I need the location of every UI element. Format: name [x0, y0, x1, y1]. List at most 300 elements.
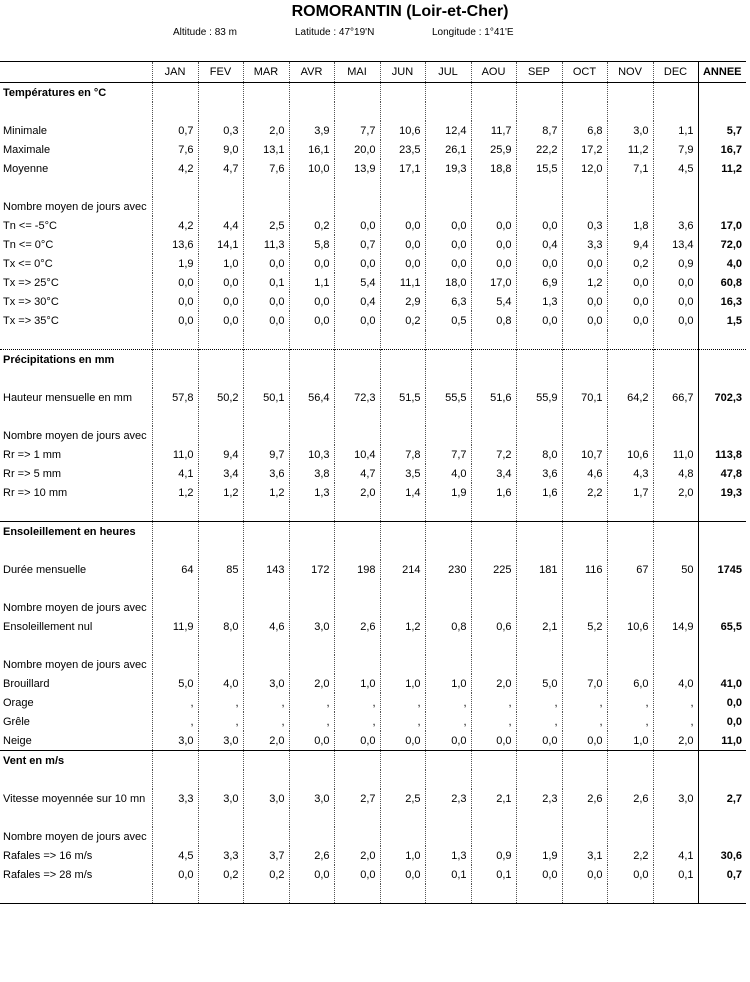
value-cell: 0,0	[152, 865, 198, 884]
value-cell	[334, 502, 380, 522]
annual-value-cell: 16,7	[698, 140, 746, 159]
annual-value-cell	[698, 502, 746, 522]
value-cell	[562, 83, 607, 103]
value-cell	[562, 407, 607, 426]
value-cell	[653, 770, 698, 789]
value-cell	[289, 770, 334, 789]
value-cell: 5,0	[516, 674, 562, 693]
value-cell: 1,1	[653, 121, 698, 140]
value-cell	[607, 369, 653, 388]
blank-row	[0, 808, 746, 827]
value-cell: 6,8	[562, 121, 607, 140]
value-cell	[334, 579, 380, 598]
value-cell: 1,4	[380, 483, 425, 502]
value-cell	[243, 502, 289, 522]
table-body	[0, 62, 746, 904]
value-cell	[289, 350, 334, 370]
value-cell	[471, 751, 516, 771]
row-label: Tn <= -5°C	[3, 219, 57, 232]
value-cell: 10,6	[607, 617, 653, 636]
value-cell	[607, 102, 653, 121]
data-row	[0, 292, 746, 311]
value-cell	[243, 330, 289, 350]
value-cell: 0,1	[425, 865, 471, 884]
value-cell: 2,5	[243, 216, 289, 235]
value-cell: 4,1	[152, 464, 198, 483]
subheading-row	[0, 655, 746, 674]
data-row	[0, 121, 746, 140]
annual-value-cell: 0,0	[698, 712, 746, 731]
value-cell	[243, 407, 289, 426]
value-cell	[334, 83, 380, 103]
month-header-nov: NOV	[607, 62, 653, 83]
row-label	[0, 884, 152, 904]
value-cell: 22,2	[516, 140, 562, 159]
value-cell: 7,1	[607, 159, 653, 178]
value-cell	[653, 636, 698, 655]
value-cell	[471, 770, 516, 789]
value-cell	[334, 808, 380, 827]
subheading-label: Nombre moyen de jours avec	[3, 429, 147, 442]
value-cell	[198, 655, 243, 674]
annual-value-cell	[698, 102, 746, 121]
value-cell	[471, 541, 516, 560]
station-title: ROMORANTIN (Loir-et-Cher)	[291, 3, 509, 20]
value-cell	[198, 522, 243, 542]
row-label: Neige	[3, 734, 32, 747]
value-cell: 1,2	[562, 273, 607, 292]
annual-value-cell: 113,8	[698, 445, 746, 464]
value-cell	[653, 827, 698, 846]
annual-value-cell	[698, 598, 746, 617]
value-cell	[471, 579, 516, 598]
altitude-label: Altitude : 83 m	[173, 27, 237, 38]
value-cell: 5,0	[152, 674, 198, 693]
value-cell: 0,0	[516, 731, 562, 751]
value-cell: 1,8	[607, 216, 653, 235]
value-cell: 0,4	[516, 235, 562, 254]
value-cell: 7,6	[243, 159, 289, 178]
value-cell: 0,0	[289, 254, 334, 273]
value-cell	[152, 808, 198, 827]
row-label	[0, 369, 152, 388]
annual-value-cell	[698, 655, 746, 674]
value-cell: 0,0	[653, 273, 698, 292]
annual-value-cell	[698, 808, 746, 827]
annual-value-cell	[698, 770, 746, 789]
row-label: Moyenne	[3, 162, 49, 175]
longitude-label: Longitude : 1°41'E	[432, 27, 514, 38]
value-cell	[380, 751, 425, 771]
value-cell: 2,9	[380, 292, 425, 311]
value-cell: 2,5	[380, 789, 425, 808]
value-cell	[607, 522, 653, 542]
value-cell	[607, 197, 653, 216]
annual-value-cell: 16,3	[698, 292, 746, 311]
value-cell: 4,0	[425, 464, 471, 483]
value-cell	[607, 598, 653, 617]
value-cell: 0,0	[425, 216, 471, 235]
value-cell	[289, 426, 334, 445]
value-cell: ,	[516, 712, 562, 731]
value-cell: 10,6	[607, 445, 653, 464]
value-cell: 3,1	[562, 846, 607, 865]
data-row	[0, 731, 746, 751]
row-label: Vitesse moyennée sur 10 mn	[3, 792, 146, 805]
value-cell	[516, 884, 562, 904]
value-cell	[380, 178, 425, 197]
annual-value-cell	[698, 751, 746, 771]
value-cell: 2,6	[334, 617, 380, 636]
subheading-row	[0, 197, 746, 216]
value-cell	[516, 522, 562, 542]
value-cell	[562, 770, 607, 789]
value-cell: 1,9	[516, 846, 562, 865]
value-cell	[334, 426, 380, 445]
value-cell: 1,2	[243, 483, 289, 502]
value-cell	[653, 83, 698, 103]
value-cell	[607, 83, 653, 103]
value-cell: 0,0	[471, 731, 516, 751]
value-cell: 7,7	[425, 445, 471, 464]
value-cell: 2,2	[562, 483, 607, 502]
value-cell	[471, 522, 516, 542]
value-cell: 4,6	[562, 464, 607, 483]
value-cell	[152, 426, 198, 445]
value-cell	[653, 407, 698, 426]
value-cell	[243, 83, 289, 103]
value-cell: 225	[471, 560, 516, 579]
value-cell: 11,0	[653, 445, 698, 464]
value-cell: ,	[425, 693, 471, 712]
annual-value-cell: 60,8	[698, 273, 746, 292]
value-cell	[516, 197, 562, 216]
value-cell: ,	[516, 693, 562, 712]
subheading-row	[0, 426, 746, 445]
value-cell: 19,3	[425, 159, 471, 178]
row-label: Tx => 30°C	[3, 295, 59, 308]
month-header-row	[0, 62, 746, 83]
value-cell	[425, 502, 471, 522]
value-cell	[289, 502, 334, 522]
row-label	[0, 541, 152, 560]
value-cell: ,	[562, 712, 607, 731]
row-label	[0, 770, 152, 789]
value-cell	[152, 407, 198, 426]
data-row	[0, 388, 746, 407]
value-cell: 11,0	[152, 445, 198, 464]
subheading-row	[0, 827, 746, 846]
value-cell: 0,0	[607, 273, 653, 292]
value-cell	[334, 178, 380, 197]
value-cell: 4,0	[653, 674, 698, 693]
value-cell	[562, 541, 607, 560]
row-label: Brouillard	[3, 677, 50, 690]
annual-value-cell	[698, 350, 746, 370]
value-cell	[471, 350, 516, 370]
value-cell: 10,6	[380, 121, 425, 140]
value-cell: 12,4	[425, 121, 471, 140]
value-cell	[152, 102, 198, 121]
value-cell	[289, 330, 334, 350]
value-cell	[425, 178, 471, 197]
value-cell	[152, 579, 198, 598]
value-cell	[152, 827, 198, 846]
value-cell: 0,0	[380, 235, 425, 254]
value-cell	[425, 407, 471, 426]
value-cell: 116	[562, 560, 607, 579]
row-label	[0, 102, 152, 121]
value-cell	[334, 636, 380, 655]
value-cell	[152, 330, 198, 350]
annual-value-cell: 4,0	[698, 254, 746, 273]
data-row	[0, 216, 746, 235]
annual-value-cell	[698, 369, 746, 388]
value-cell: 3,9	[289, 121, 334, 140]
value-cell	[471, 808, 516, 827]
value-cell	[653, 197, 698, 216]
value-cell: 12,0	[562, 159, 607, 178]
value-cell: 230	[425, 560, 471, 579]
blank-row	[0, 884, 746, 904]
value-cell: 14,1	[198, 235, 243, 254]
value-cell: 66,7	[653, 388, 698, 407]
value-cell	[152, 751, 198, 771]
value-cell: 3,0	[289, 789, 334, 808]
data-row	[0, 311, 746, 330]
value-cell: 0,0	[334, 865, 380, 884]
value-cell	[243, 655, 289, 674]
value-cell	[380, 579, 425, 598]
value-cell: 2,0	[334, 483, 380, 502]
value-cell: 0,2	[380, 311, 425, 330]
value-cell: 4,6	[243, 617, 289, 636]
value-cell: 0,0	[607, 292, 653, 311]
value-cell	[334, 369, 380, 388]
value-cell: 50	[653, 560, 698, 579]
row-label: Tx <= 0°C	[3, 257, 53, 270]
value-cell: 2,6	[562, 789, 607, 808]
value-cell	[516, 541, 562, 560]
value-cell: 0,0	[334, 731, 380, 751]
value-cell	[243, 884, 289, 904]
value-cell	[471, 102, 516, 121]
value-cell: 1,2	[152, 483, 198, 502]
value-cell: 7,2	[471, 445, 516, 464]
value-cell: 3,0	[152, 731, 198, 751]
value-cell	[471, 636, 516, 655]
value-cell: 10,7	[562, 445, 607, 464]
value-cell	[289, 369, 334, 388]
value-cell: 16,1	[289, 140, 334, 159]
value-cell: 198	[334, 560, 380, 579]
value-cell	[425, 426, 471, 445]
value-cell: 50,1	[243, 388, 289, 407]
month-header-jul: JUL	[425, 62, 471, 83]
value-cell	[471, 407, 516, 426]
value-cell	[425, 522, 471, 542]
value-cell: 7,0	[562, 674, 607, 693]
value-cell: 0,0	[198, 292, 243, 311]
value-cell: 13,4	[653, 235, 698, 254]
value-cell: 2,6	[289, 846, 334, 865]
value-cell: 20,0	[334, 140, 380, 159]
value-cell: 55,5	[425, 388, 471, 407]
value-cell	[516, 178, 562, 197]
value-cell	[425, 579, 471, 598]
annual-value-cell	[698, 827, 746, 846]
value-cell	[425, 636, 471, 655]
value-cell	[653, 884, 698, 904]
value-cell	[562, 102, 607, 121]
value-cell	[334, 522, 380, 542]
value-cell: 5,4	[334, 273, 380, 292]
value-cell	[334, 884, 380, 904]
value-cell: 15,5	[516, 159, 562, 178]
value-cell: 0,0	[289, 311, 334, 330]
blank-row	[0, 770, 746, 789]
value-cell: 11,9	[152, 617, 198, 636]
data-row	[0, 140, 746, 159]
value-cell	[380, 655, 425, 674]
value-cell	[198, 827, 243, 846]
value-cell	[653, 426, 698, 445]
value-cell	[471, 369, 516, 388]
value-cell	[198, 502, 243, 522]
value-cell	[516, 407, 562, 426]
annual-value-cell	[698, 197, 746, 216]
data-row	[0, 159, 746, 178]
row-label	[0, 407, 152, 426]
value-cell: 9,0	[198, 140, 243, 159]
value-cell: 3,8	[289, 464, 334, 483]
value-cell: 3,0	[243, 789, 289, 808]
value-cell	[653, 522, 698, 542]
value-cell: ,	[562, 693, 607, 712]
value-cell	[334, 350, 380, 370]
value-cell	[516, 808, 562, 827]
value-cell: ,	[243, 693, 289, 712]
value-cell	[562, 751, 607, 771]
value-cell	[471, 884, 516, 904]
value-cell	[243, 197, 289, 216]
value-cell	[198, 330, 243, 350]
value-cell: 2,0	[471, 674, 516, 693]
value-cell	[516, 426, 562, 445]
blank-row	[0, 541, 746, 560]
value-cell: 18,8	[471, 159, 516, 178]
value-cell	[243, 369, 289, 388]
value-cell	[198, 808, 243, 827]
value-cell	[653, 330, 698, 350]
value-cell	[471, 655, 516, 674]
value-cell: 2,0	[334, 846, 380, 865]
value-cell: 26,1	[425, 140, 471, 159]
value-cell	[607, 827, 653, 846]
annual-header: ANNEE	[698, 62, 746, 83]
value-cell: 18,0	[425, 273, 471, 292]
value-cell: 3,3	[562, 235, 607, 254]
value-cell: 4,7	[334, 464, 380, 483]
annual-value-cell	[698, 330, 746, 350]
value-cell	[243, 636, 289, 655]
value-cell: 1,0	[380, 846, 425, 865]
value-cell	[334, 770, 380, 789]
value-cell: 4,0	[198, 674, 243, 693]
value-cell: 3,0	[198, 731, 243, 751]
value-cell: 7,9	[653, 140, 698, 159]
value-cell	[289, 407, 334, 426]
value-cell: 0,0	[198, 273, 243, 292]
value-cell	[243, 770, 289, 789]
value-cell	[653, 579, 698, 598]
value-cell	[425, 197, 471, 216]
value-cell: 6,3	[425, 292, 471, 311]
value-cell	[289, 827, 334, 846]
value-cell: 2,0	[243, 731, 289, 751]
latitude-label: Latitude : 47°19'N	[295, 27, 375, 38]
value-cell	[198, 83, 243, 103]
value-cell	[607, 770, 653, 789]
row-label: Grêle	[3, 715, 30, 728]
value-cell	[380, 770, 425, 789]
value-cell	[653, 178, 698, 197]
value-cell	[516, 83, 562, 103]
value-cell: 70,1	[562, 388, 607, 407]
value-cell: ,	[334, 693, 380, 712]
value-cell	[243, 541, 289, 560]
value-cell	[380, 83, 425, 103]
value-cell: 214	[380, 560, 425, 579]
value-cell: 0,0	[562, 731, 607, 751]
value-cell: ,	[380, 693, 425, 712]
blank-row	[0, 579, 746, 598]
value-cell: 2,0	[653, 483, 698, 502]
value-cell: 0,0	[471, 216, 516, 235]
value-cell	[562, 598, 607, 617]
value-cell	[516, 502, 562, 522]
data-row	[0, 235, 746, 254]
value-cell: 0,0	[380, 254, 425, 273]
value-cell	[243, 751, 289, 771]
value-cell: 25,9	[471, 140, 516, 159]
value-cell: 11,3	[243, 235, 289, 254]
value-cell	[562, 330, 607, 350]
value-cell: 0,0	[380, 865, 425, 884]
value-cell	[607, 178, 653, 197]
value-cell	[152, 655, 198, 674]
value-cell: 5,4	[471, 292, 516, 311]
value-cell	[653, 102, 698, 121]
value-cell: ,	[289, 693, 334, 712]
value-cell: 67	[607, 560, 653, 579]
value-cell: 3,3	[152, 789, 198, 808]
value-cell	[425, 83, 471, 103]
value-cell	[380, 502, 425, 522]
value-cell: 7,8	[380, 445, 425, 464]
value-cell: 10,3	[289, 445, 334, 464]
value-cell	[289, 636, 334, 655]
value-cell: 2,0	[653, 731, 698, 751]
value-cell	[380, 541, 425, 560]
data-row	[0, 693, 746, 712]
value-cell	[152, 598, 198, 617]
value-cell: 0,0	[289, 731, 334, 751]
value-cell: 0,2	[607, 254, 653, 273]
value-cell	[607, 330, 653, 350]
value-cell: 0,6	[471, 617, 516, 636]
value-cell: 0,0	[289, 292, 334, 311]
